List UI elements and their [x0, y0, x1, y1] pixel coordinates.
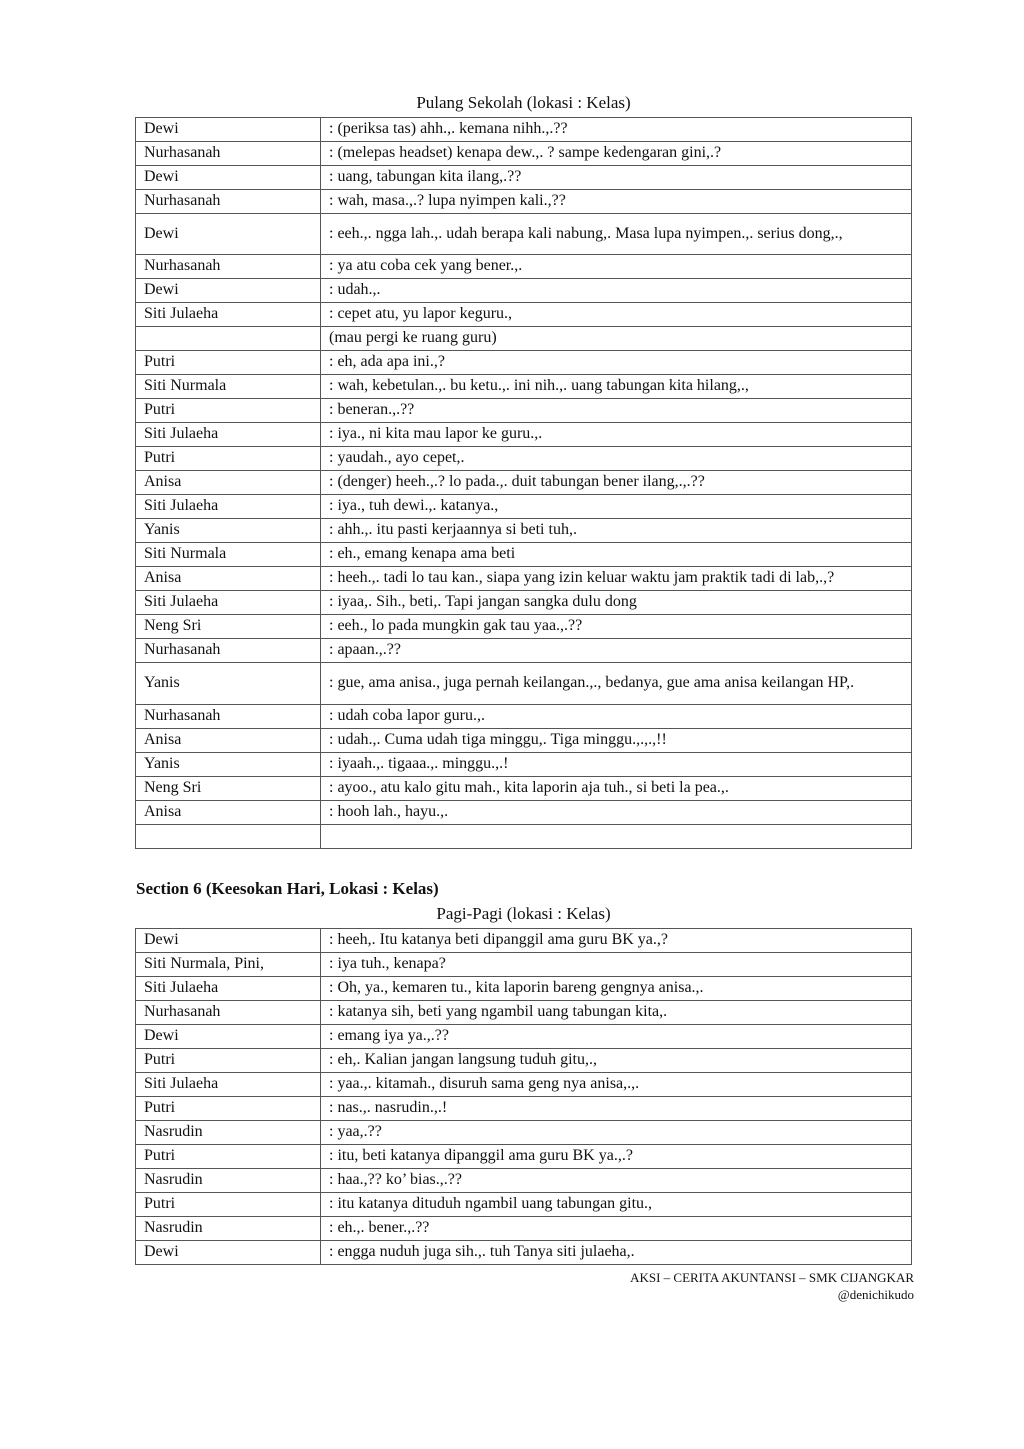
- dialogue-line: : hooh lah., hayu.,.: [321, 801, 912, 825]
- dialogue-line: : engga nuduh juga sih.,. tuh Tanya siti julaeha,.: [321, 1241, 912, 1265]
- dialogue-line: : iyaa,. Sih., beti,. Tapi jangan sangka dulu dong: [321, 591, 912, 615]
- dialogue-line: : emang iya ya.,.??: [321, 1025, 912, 1049]
- speaker-name: Siti Julaeha: [136, 303, 321, 327]
- speaker-name: Nurhasanah: [136, 142, 321, 166]
- scene-caption-pagi-pagi: Pagi-Pagi (lokasi : Kelas): [436, 904, 611, 923]
- dialogue-line: : uang, tabungan kita ilang,.??: [321, 166, 912, 190]
- speaker-name: Dewi: [136, 1025, 321, 1049]
- speaker-name: Putri: [136, 1049, 321, 1073]
- dialogue-row: [136, 1169, 912, 1193]
- speaker-name: Neng Sri: [136, 615, 321, 639]
- dialogue-line: : Oh, ya., kemaren tu., kita laporin bareng gengnya anisa.,.: [321, 977, 912, 1001]
- speaker-name: Putri: [136, 1193, 321, 1217]
- dialogue-line: : beneran.,.??: [321, 399, 912, 423]
- dialogue-line: : ya atu coba cek yang bener.,.: [321, 255, 912, 279]
- speaker-name: Siti Nurmala, Pini,: [136, 953, 321, 977]
- dialogue-row: [136, 351, 912, 375]
- dialogue-line: : katanya sih, beti yang ngambil uang tabungan kita,.: [321, 1001, 912, 1025]
- dialogue-line: : (denger) heeh.,.? lo pada.,. duit tabungan bener ilang,.,.??: [321, 471, 912, 495]
- speaker-name: Putri: [136, 1145, 321, 1169]
- speaker-name: Nurhasanah: [136, 1001, 321, 1025]
- speaker-name: Nurhasanah: [136, 255, 321, 279]
- dialogue-row: [136, 825, 912, 849]
- speaker-name: [136, 327, 321, 351]
- dialogue-line: : ahh.,. itu pasti kerjaannya si beti tuh,.: [321, 519, 912, 543]
- speaker-name: Siti Julaeha: [136, 977, 321, 1001]
- dialogue-line: : wah, masa.,.? lupa nyimpen kali.,??: [321, 190, 912, 214]
- dialogue-row: [136, 977, 912, 1001]
- dialogue-line: [321, 825, 912, 849]
- dialogue-line: : itu, beti katanya dipanggil ama guru BK ya.,.?: [321, 1145, 912, 1169]
- speaker-name: Dewi: [136, 929, 321, 953]
- dialogue-line: : gue, ama anisa., juga pernah keilangan.,., bedanya, gue ama anisa keilangan HP,.: [321, 663, 912, 705]
- dialogue-row: [136, 777, 912, 801]
- speaker-name: Yanis: [136, 519, 321, 543]
- dialogue-row: [136, 705, 912, 729]
- dialogue-row: [136, 753, 912, 777]
- dialogue-line: : udah.,.: [321, 279, 912, 303]
- dialogue-row: [136, 615, 912, 639]
- dialogue-line: : iya tuh., kenapa?: [321, 953, 912, 977]
- speaker-name: Nasrudin: [136, 1217, 321, 1241]
- speaker-name: Anisa: [136, 471, 321, 495]
- dialogue-row: [136, 639, 912, 663]
- dialogue-line: : wah, kebetulan.,. bu ketu.,. ini nih.,. uang tabungan kita hilang,.,: [321, 375, 912, 399]
- dialogue-row: [136, 495, 912, 519]
- dialogue-row: [136, 663, 912, 705]
- dialogue-row: [136, 190, 912, 214]
- dialogue-row: [136, 519, 912, 543]
- speaker-name: Putri: [136, 399, 321, 423]
- speaker-name: Siti Julaeha: [136, 495, 321, 519]
- dialogue-row: [136, 423, 912, 447]
- speaker-name: Anisa: [136, 729, 321, 753]
- dialogue-row: [136, 1097, 912, 1121]
- dialogue-row: [136, 375, 912, 399]
- speaker-name: Nurhasanah: [136, 705, 321, 729]
- dialogue-row: [136, 591, 912, 615]
- speaker-name: Anisa: [136, 801, 321, 825]
- dialogue-row: [136, 279, 912, 303]
- speaker-name: Nasrudin: [136, 1169, 321, 1193]
- dialogue-line: : ayoo., atu kalo gitu mah., kita laporin aja tuh., si beti la pea.,.: [321, 777, 912, 801]
- dialogue-line: : heeh.,. tadi lo tau kan., siapa yang izin keluar waktu jam praktik tadi di lab,.,?: [321, 567, 912, 591]
- dialogue-line: : eeh., lo pada mungkin gak tau yaa.,.??: [321, 615, 912, 639]
- dialogue-row: [136, 118, 912, 142]
- speaker-name: Nasrudin: [136, 1121, 321, 1145]
- dialogue-line: : nas.,. nasrudin.,.!: [321, 1097, 912, 1121]
- speaker-name: Dewi: [136, 279, 321, 303]
- dialogue-row: [136, 471, 912, 495]
- dialogue-row: [136, 142, 912, 166]
- dialogue-line: (mau pergi ke ruang guru): [321, 327, 912, 351]
- footer-title: AKSI – CERITA AKUNTANSI – SMK CIJANGKAR: [630, 1270, 914, 1285]
- dialogue-line: : haa.,?? ko’ bias.,.??: [321, 1169, 912, 1193]
- scene-caption-pulang-sekolah: Pulang Sekolah (lokasi : Kelas): [416, 93, 631, 112]
- footer: [630, 1269, 914, 1303]
- dialogue-line: : eh.,. bener.,.??: [321, 1217, 912, 1241]
- dialogue-line: : eeh.,. ngga lah.,. udah berapa kali nabung,. Masa lupa nyimpen.,. serius dong,.,: [321, 214, 912, 255]
- footer-handle: @denichikudo: [837, 1287, 914, 1302]
- speaker-name: Anisa: [136, 567, 321, 591]
- speaker-name: [136, 825, 321, 849]
- dialogue-row: [136, 1025, 912, 1049]
- dialogue-line: : yaa.,. kitamah., disuruh sama geng nya anisa,.,.: [321, 1073, 912, 1097]
- dialogue-row: [136, 1217, 912, 1241]
- dialogue-row: [136, 1193, 912, 1217]
- dialogue-row: [136, 166, 912, 190]
- speaker-name: Dewi: [136, 1241, 321, 1265]
- speaker-name: Nurhasanah: [136, 639, 321, 663]
- dialogue-line: : (periksa tas) ahh.,. kemana nihh.,.??: [321, 118, 912, 142]
- dialogue-line: : yaa,.??: [321, 1121, 912, 1145]
- section-heading: Section 6 (Keesokan Hari, Lokasi : Kelas): [136, 879, 439, 898]
- dialogue-row: [136, 214, 912, 255]
- speaker-name: Siti Julaeha: [136, 423, 321, 447]
- dialogue-line: : eh,. Kalian jangan langsung tuduh gitu,.,: [321, 1049, 912, 1073]
- dialogue-row: [136, 1121, 912, 1145]
- dialogue-row: [136, 1001, 912, 1025]
- dialogue-line: : heeh,. Itu katanya beti dipanggil ama guru BK ya.,?: [321, 929, 912, 953]
- speaker-name: Dewi: [136, 166, 321, 190]
- dialogue-line: : iya., ni kita mau lapor ke guru.,.: [321, 423, 912, 447]
- dialogue-row: [136, 1145, 912, 1169]
- dialogue-row: [136, 327, 912, 351]
- dialogue-row: [136, 399, 912, 423]
- speaker-name: Siti Nurmala: [136, 375, 321, 399]
- dialogue-line: : eh, ada apa ini.,?: [321, 351, 912, 375]
- dialogue-row: [136, 729, 912, 753]
- dialogue-table-pulang-sekolah: [135, 117, 912, 849]
- dialogue-row: [136, 447, 912, 471]
- dialogue-line: : iyaah.,. tigaaa.,. minggu.,.!: [321, 753, 912, 777]
- dialogue-row: [136, 1241, 912, 1265]
- dialogue-row: [136, 801, 912, 825]
- dialogue-line: : yaudah., ayo cepet,.: [321, 447, 912, 471]
- dialogue-line: : (melepas headset) kenapa dew.,. ? sampe kedengaran gini,.?: [321, 142, 912, 166]
- dialogue-line: : eh., emang kenapa ama beti: [321, 543, 912, 567]
- speaker-name: Putri: [136, 351, 321, 375]
- speaker-name: Putri: [136, 1097, 321, 1121]
- dialogue-row: [136, 255, 912, 279]
- dialogue-line: : udah.,. Cuma udah tiga minggu,. Tiga minggu.,.,.,!!: [321, 729, 912, 753]
- dialogue-line: : iya., tuh dewi.,. katanya.,: [321, 495, 912, 519]
- dialogue-table-pagi-pagi: [135, 928, 912, 1265]
- dialogue-row: [136, 953, 912, 977]
- speaker-name: Nurhasanah: [136, 190, 321, 214]
- speaker-name: Yanis: [136, 663, 321, 705]
- speaker-name: Putri: [136, 447, 321, 471]
- dialogue-line: : udah coba lapor guru.,.: [321, 705, 912, 729]
- dialogue-row: [136, 1049, 912, 1073]
- speaker-name: Siti Julaeha: [136, 1073, 321, 1097]
- speaker-name: Neng Sri: [136, 777, 321, 801]
- speaker-name: Dewi: [136, 118, 321, 142]
- dialogue-line: : apaan.,.??: [321, 639, 912, 663]
- dialogue-row: [136, 303, 912, 327]
- dialogue-row: [136, 1073, 912, 1097]
- speaker-name: Siti Nurmala: [136, 543, 321, 567]
- dialogue-row: [136, 567, 912, 591]
- speaker-name: Dewi: [136, 214, 321, 255]
- speaker-name: Siti Julaeha: [136, 591, 321, 615]
- dialogue-row: [136, 543, 912, 567]
- dialogue-row: [136, 929, 912, 953]
- dialogue-line: : itu katanya dituduh ngambil uang tabungan gitu.,: [321, 1193, 912, 1217]
- dialogue-line: : cepet atu, yu lapor keguru.,: [321, 303, 912, 327]
- speaker-name: Yanis: [136, 753, 321, 777]
